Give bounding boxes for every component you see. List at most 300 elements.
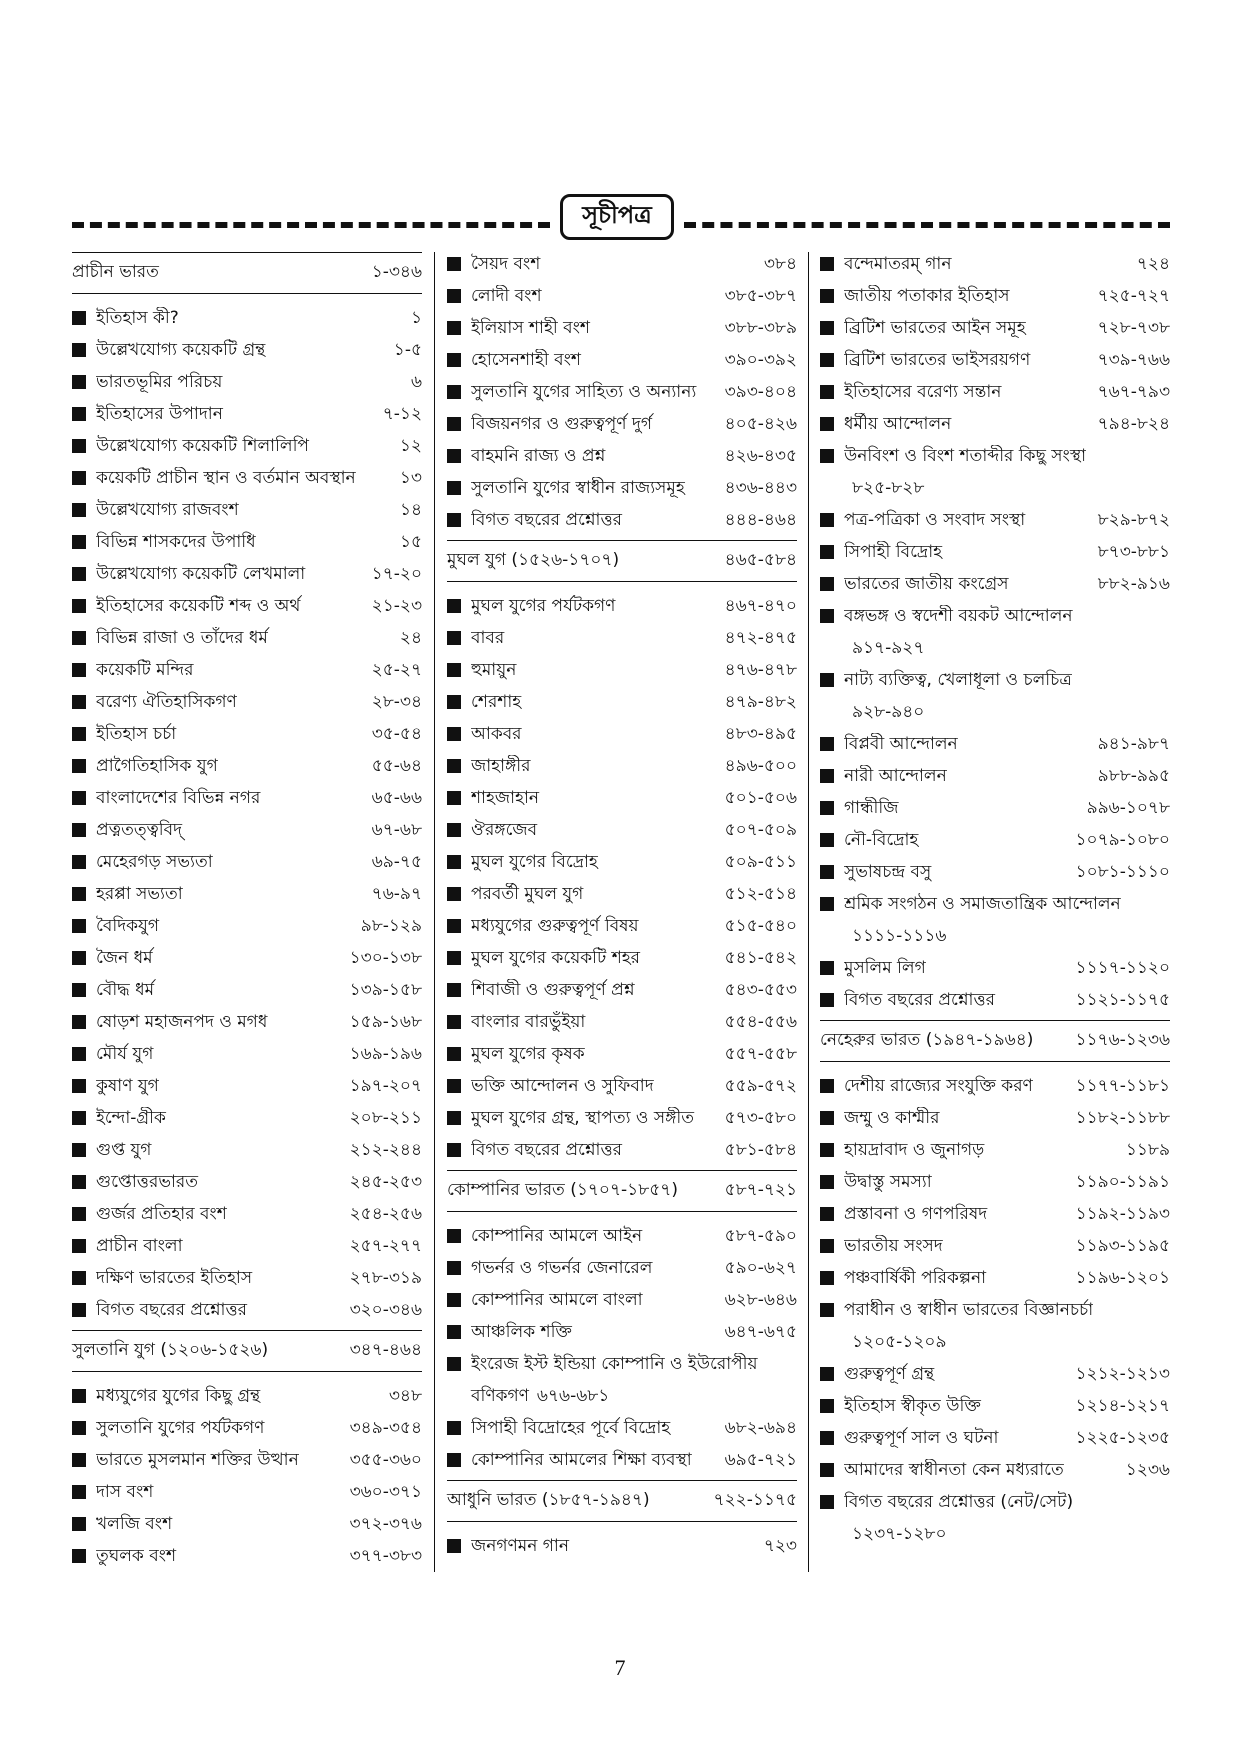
toc-entry-label: উনবিংশ ও বিংশ শতাব্দীর কিছু সংস্থা (844, 446, 1087, 466)
toc-entry-page: ৬৪৭-৬৭৫ (724, 1322, 797, 1342)
toc-entry[interactable] (447, 750, 797, 782)
toc-entry-page: ৩৮৫-৩৮৭ (724, 286, 797, 306)
toc-entry-label: প্রত্নতত্ত্ববিদ্ (96, 820, 183, 840)
toc-entry-label: কোম্পানির আমলে বাংলা (471, 1290, 643, 1310)
toc-entry-line (820, 1331, 946, 1353)
bullet-square-icon (72, 1453, 86, 1467)
toc-entry[interactable] (447, 622, 797, 654)
toc-entry[interactable] (72, 782, 422, 814)
toc-entry[interactable] (447, 248, 797, 280)
bullet-square-icon (820, 513, 834, 527)
toc-entry-page: ১৩ (399, 468, 422, 488)
toc-entry[interactable] (820, 1390, 1170, 1422)
bullet-square-icon (72, 727, 86, 741)
toc-entry[interactable] (820, 1294, 1170, 1358)
bullet-square-icon (72, 1175, 86, 1189)
toc-entry-page: ৪৭৯-৪৮২ (724, 692, 797, 712)
toc-entry[interactable] (72, 1198, 422, 1230)
toc-entry-label: বাংলার বারভুঁইয়া (471, 1012, 586, 1032)
toc-entry-label: মধ্যযুগের যুগের কিছু গ্রন্থ (96, 1386, 261, 1406)
toc-entry-label: গুরুত্বপূর্ণ গ্রন্থ (844, 1364, 935, 1384)
toc-entry[interactable] (820, 888, 1170, 952)
toc-entry-label: বিগত বছরের প্রশ্নোত্তর (471, 1140, 622, 1160)
toc-entry-page: ৭৬৭-৭৯৩ (1097, 382, 1170, 402)
toc-entry[interactable] (72, 590, 422, 622)
toc-entry-label: পত্র-পত্রিকা ও সংবাদ সংস্থা (844, 510, 1026, 530)
toc-entry-label: মুঘল যুগের বিদ্রোহ (471, 852, 598, 872)
toc-entry-page: ১ (410, 308, 422, 328)
bullet-square-icon (447, 1261, 461, 1275)
toc-entry[interactable] (447, 686, 797, 718)
toc-entry-page: ৫১২-৫১৪ (724, 884, 797, 904)
toc-entry[interactable] (72, 878, 422, 910)
toc-entry-page: ৯৮-১২৯ (360, 916, 422, 936)
toc-entry-page: ৪৪৪-৪৬৪ (724, 510, 797, 530)
toc-entry-page: ১৫ (399, 532, 422, 552)
toc-entry-label: পরবর্তী মুঘল যুগ (471, 884, 584, 904)
toc-entry-page: ৫৫৪-৫৫৬ (724, 1012, 797, 1032)
toc-entry[interactable] (72, 622, 422, 654)
toc-entry-label: বিপ্লবী আন্দোলন (844, 734, 958, 754)
toc-entry-page: ১১৯৬-১২০১ (1075, 1268, 1170, 1288)
toc-entry[interactable] (447, 280, 797, 312)
toc-entry-page: ১-৫ (393, 340, 422, 360)
toc-entry[interactable] (820, 728, 1170, 760)
toc-entry[interactable] (820, 664, 1170, 728)
bullet-square-icon (72, 1047, 86, 1061)
toc-entry-label: বৈদিকযুগ (96, 916, 159, 936)
toc-entry-line (820, 445, 1086, 467)
toc-entry-page: ৫৮৭-৫৯০ (724, 1226, 797, 1246)
toc-entry[interactable] (447, 504, 797, 536)
toc-entry[interactable] (72, 334, 422, 366)
toc-entry-page: ১২৩৬ (1125, 1460, 1170, 1480)
toc-entry-page: ১২২৫-১২৩৫ (1075, 1428, 1170, 1448)
bullet-square-icon (820, 737, 834, 751)
toc-entry-label: কোম্পানির আমলের শিক্ষা ব্যবস্থা (471, 1450, 692, 1470)
toc-entry-line (820, 1491, 1073, 1513)
toc-entry[interactable] (820, 280, 1170, 312)
toc-entry[interactable] (820, 1134, 1170, 1166)
bullet-square-icon (447, 1293, 461, 1307)
toc-entry[interactable] (820, 856, 1170, 888)
toc-entry-label: শেরশাহ (471, 692, 522, 712)
toc-entry[interactable] (820, 1422, 1170, 1454)
toc-entry-label: আকবর (471, 724, 522, 744)
toc-entry[interactable] (447, 590, 797, 622)
toc-entry[interactable] (72, 1006, 422, 1038)
toc-entry[interactable] (447, 440, 797, 472)
toc-entry-label: জাহাঙ্গীর (471, 756, 531, 776)
toc-entry[interactable] (72, 1262, 422, 1294)
toc-entry-page: ৯১৭-৯২৭ (852, 638, 925, 658)
toc-entry-label: উল্লেখযোগ্য কয়েকটি শিলালিপি (96, 436, 309, 456)
toc-entry[interactable] (447, 1134, 797, 1166)
toc-entry-page: ৭২৩ (763, 1536, 797, 1556)
toc-entry[interactable] (447, 472, 797, 504)
toc-entry[interactable] (72, 1230, 422, 1262)
toc-entry[interactable] (447, 1316, 797, 1348)
toc-entry-line (820, 925, 946, 947)
toc-entry-page: ২৪৫-২৫৩ (349, 1172, 422, 1192)
toc-entry[interactable] (820, 344, 1170, 376)
toc-entry-label: বাবর (471, 628, 505, 648)
toc-entry[interactable] (72, 654, 422, 686)
section-page-range: ১১৭৬-১২৩৬ (1075, 1030, 1170, 1050)
toc-entry[interactable] (72, 686, 422, 718)
bullet-square-icon (447, 727, 461, 741)
bullet-square-icon (820, 1143, 834, 1157)
toc-entry-label: ইতিহাসের বরেণ্য সন্তান (844, 382, 1002, 402)
toc-entry[interactable] (447, 1444, 797, 1476)
bullet-square-icon (820, 545, 834, 559)
toc-entry[interactable] (447, 654, 797, 686)
toc-entry-label: ভারতের জাতীয় কংগ্রেস (844, 574, 1009, 594)
bullet-square-icon (447, 1047, 461, 1061)
section-page-range: ১-৩৪৬ (371, 262, 422, 282)
toc-entry[interactable] (820, 1102, 1170, 1134)
toc-entry[interactable] (820, 1486, 1170, 1550)
toc-entry-page: ১৯৭-২০৭ (349, 1076, 422, 1096)
toc-entry[interactable] (72, 1444, 422, 1476)
toc-entry[interactable] (72, 814, 422, 846)
toc-entry-page: ৪৭৬-৪৭৮ (724, 660, 797, 680)
toc-entry[interactable] (72, 462, 422, 494)
bullet-square-icon (447, 1421, 461, 1435)
toc-entry-label: প্রাগৈতিহাসিক যুগ (96, 756, 218, 776)
toc-entry[interactable] (447, 1412, 797, 1444)
toc-entry-label: ব্রিটিশ ভারতের আইন সমূহ (844, 318, 1026, 338)
bullet-square-icon (820, 1111, 834, 1125)
toc-entry-line (447, 1385, 609, 1407)
section-title: প্রাচীন ভারত (72, 262, 159, 282)
bullet-square-icon (820, 417, 834, 431)
toc-entry-label: সুলতানি যুগের পর্যটকগণ (96, 1418, 265, 1438)
section-heading (820, 1020, 1170, 1062)
bullet-square-icon (72, 1079, 86, 1093)
toc-entry-page: ১৪ (399, 500, 422, 520)
toc-entry[interactable] (820, 312, 1170, 344)
toc-entry[interactable] (820, 1358, 1170, 1390)
toc-entry-label: নৌ-বিদ্রোহ (844, 830, 919, 850)
toc-entry[interactable] (447, 1348, 797, 1412)
toc-entry-label: মধ্যযুগের গুরুত্বপূর্ণ বিষয় (471, 916, 639, 936)
toc-entry[interactable] (72, 1294, 422, 1326)
toc-entry[interactable] (72, 974, 422, 1006)
toc-entry[interactable] (447, 910, 797, 942)
toc-entry-label: বিভিন্ন রাজা ও তাঁদের ধর্ম (96, 628, 268, 648)
toc-entry[interactable] (447, 782, 797, 814)
toc-entry-label: উদ্বাস্তু সমস্যা (844, 1172, 932, 1192)
toc-entry[interactable] (820, 1198, 1170, 1230)
bullet-square-icon (820, 1495, 834, 1509)
bullet-square-icon (820, 1399, 834, 1413)
toc-entry-page: ৫০১-৫০৬ (724, 788, 797, 808)
bullet-square-icon (72, 503, 86, 517)
bullet-square-icon (72, 407, 86, 421)
toc-entry[interactable] (72, 1508, 422, 1540)
toc-entry[interactable] (72, 1476, 422, 1508)
bullet-square-icon (72, 855, 86, 869)
bullet-square-icon (72, 535, 86, 549)
toc-entry-label: ইতিহাস কী? (96, 308, 179, 328)
toc-column-2 (447, 248, 797, 1562)
toc-entry[interactable] (72, 1540, 422, 1572)
toc-entry-label: বিজয়নগর ও গুরুত্বপূর্ণ দুর্গ (471, 414, 653, 434)
toc-entry-page: ১৫৯-১৬৮ (349, 1012, 422, 1032)
bullet-square-icon (72, 695, 86, 709)
toc-entry-page: ৫৫৯-৫৭২ (724, 1076, 797, 1096)
toc-entry[interactable] (447, 1220, 797, 1252)
toc-entry-label: বরেণ্য ঐতিহাসিকগণ (96, 692, 237, 712)
toc-entry-label: বিগত বছরের প্রশ্নোত্তর (96, 1300, 247, 1320)
toc-entry[interactable] (820, 1166, 1170, 1198)
toc-entry-page: ১১৯৩-১১৯৫ (1075, 1236, 1170, 1256)
toc-entry[interactable] (820, 536, 1170, 568)
toc-entry[interactable] (820, 1070, 1170, 1102)
toc-entry[interactable] (820, 984, 1170, 1016)
bullet-square-icon (820, 1079, 834, 1093)
toc-entry[interactable] (447, 718, 797, 750)
toc-entry[interactable] (820, 1230, 1170, 1262)
toc-entry[interactable] (72, 750, 422, 782)
toc-entry[interactable] (447, 408, 797, 440)
toc-entry-label: ইতিহাসের কয়েকটি শব্দ ও অর্থ (96, 596, 301, 616)
toc-entry-page: ১৬৯-১৯৬ (349, 1044, 422, 1064)
toc-entry-page: ৮২৫-৮২৮ (852, 478, 925, 498)
toc-entry-page: ১৩৯-১৫৮ (349, 980, 422, 1000)
toc-entry-page: ৬৭-৬৮ (371, 820, 422, 840)
toc-entry[interactable] (72, 910, 422, 942)
toc-entry-line (820, 605, 1073, 627)
bullet-square-icon (820, 769, 834, 783)
toc-entry-page: ১১১৭-১১২০ (1075, 958, 1170, 978)
toc-entry-page: ৫০৭-৫০৯ (724, 820, 797, 840)
toc-entry[interactable] (447, 846, 797, 878)
bullet-square-icon (447, 823, 461, 837)
bullet-square-icon (447, 1079, 461, 1093)
toc-entry[interactable] (447, 974, 797, 1006)
toc-entry-label: ব্রিটিশ ভারতের ভাইসরয়গণ (844, 350, 1031, 370)
toc-entry-label: জাতীয় পতাকার ইতিহাস (844, 286, 1010, 306)
toc-entry[interactable] (72, 366, 422, 398)
toc-entry[interactable] (820, 376, 1170, 408)
bullet-square-icon (72, 375, 86, 389)
toc-entry-label: বৌদ্ধ ধর্ম (96, 980, 155, 1000)
toc-entry-page: ৫৭৩-৫৮০ (724, 1108, 797, 1128)
toc-entry-page: ৫৪৩-৫৫৩ (724, 980, 797, 1000)
toc-entry[interactable] (72, 1380, 422, 1412)
toc-entry-page: ৩৪৮ (388, 1386, 422, 1406)
toc-entry-page: ২০৮-২১১ (349, 1108, 422, 1128)
bullet-square-icon (820, 609, 834, 623)
toc-entry-label: প্রাচীন বাংলা (96, 1236, 183, 1256)
toc-entry-page: ৫৪১-৫৪২ (724, 948, 797, 968)
toc-entry[interactable] (72, 526, 422, 558)
toc-entry-page: ৩৭৭-৩৮৩ (349, 1546, 422, 1566)
bullet-square-icon (447, 449, 461, 463)
toc-entry[interactable] (820, 792, 1170, 824)
toc-entry[interactable] (72, 1412, 422, 1444)
bullet-square-icon (447, 1015, 461, 1029)
toc-entry[interactable] (820, 408, 1170, 440)
toc-entry-label: হরপ্পা সভ্যতা (96, 884, 183, 904)
toc-entry[interactable] (820, 440, 1170, 504)
toc-entry[interactable] (447, 1530, 797, 1562)
toc-entry[interactable] (447, 878, 797, 910)
bullet-square-icon (72, 439, 86, 453)
toc-entry-label: ইতিহাস চর্চা (96, 724, 177, 744)
toc-entry-page: ৭২৫-৭২৭ (1097, 286, 1170, 306)
toc-entry[interactable] (820, 824, 1170, 856)
toc-entry-label: পঞ্চবার্ষিকী পরিকল্পনা (844, 1268, 987, 1288)
section-heading (72, 1330, 422, 1372)
toc-entry-page: ১২৩৭-১২৮০ (852, 1524, 947, 1544)
toc-entry[interactable] (447, 1284, 797, 1316)
bullet-square-icon (820, 1431, 834, 1445)
toc-entry-page: ৪২৬-৪৩৫ (724, 446, 797, 466)
header-dashed-rule-left (72, 222, 550, 228)
bullet-square-icon (72, 1239, 86, 1253)
column-divider (808, 252, 809, 1572)
bullet-square-icon (72, 1517, 86, 1531)
toc-entry[interactable] (820, 600, 1170, 664)
toc-entry-page: ১২ (399, 436, 422, 456)
bullet-square-icon (72, 919, 86, 933)
toc-entry-page: ৩৫-৫৪ (371, 724, 422, 744)
toc-entry[interactable] (820, 568, 1170, 600)
toc-column-3 (820, 248, 1170, 1550)
bullet-square-icon (447, 791, 461, 805)
toc-entry-page: ৬৯-৭৫ (371, 852, 422, 872)
bullet-square-icon (820, 257, 834, 271)
toc-entry[interactable] (820, 248, 1170, 280)
toc-entry[interactable] (447, 1006, 797, 1038)
bullet-square-icon (820, 449, 834, 463)
toc-entry[interactable] (820, 760, 1170, 792)
toc-entry-label: উল্লেখযোগ্য কয়েকটি গ্রন্থ (96, 340, 266, 360)
toc-entry-page: ১১১১-১১১৬ (852, 926, 947, 946)
toc-entry[interactable] (72, 302, 422, 334)
toc-entry-page: ৬২৮-৬৪৬ (724, 1290, 797, 1310)
toc-entry-label: খলজি বংশ (96, 1514, 173, 1534)
toc-entry[interactable] (447, 1038, 797, 1070)
toc-entry-line (820, 669, 1072, 691)
bullet-square-icon (820, 1463, 834, 1477)
toc-entry[interactable] (447, 942, 797, 974)
toc-entry-page: ৩৯৩-৪০৪ (724, 382, 797, 402)
toc-entry[interactable] (447, 344, 797, 376)
toc-entry-label: ধর্মীয় আন্দোলন (844, 414, 952, 434)
bullet-square-icon (72, 471, 86, 485)
toc-entry-label: মুঘল যুগের পর্যটকগণ (471, 596, 616, 616)
bullet-square-icon (72, 791, 86, 805)
bullet-square-icon (72, 631, 86, 645)
toc-entry-page: ১১৮৯ (1125, 1140, 1170, 1160)
toc-entry[interactable] (72, 1070, 422, 1102)
toc-entry[interactable] (72, 1038, 422, 1070)
toc-entry-page: ৫৯০-৬২৭ (724, 1258, 797, 1278)
toc-entry-page: ৮৭৩-৮৮১ (1097, 542, 1170, 562)
toc-entry-label: দাস বংশ (96, 1482, 154, 1502)
bullet-square-icon (820, 385, 834, 399)
bullet-square-icon (72, 567, 86, 581)
toc-entry-label: কোম্পানির আমলে আইন (471, 1226, 643, 1246)
bullet-square-icon (447, 257, 461, 271)
toc-entry[interactable] (72, 846, 422, 878)
toc-entry[interactable] (72, 942, 422, 974)
bullet-square-icon (820, 1271, 834, 1285)
toc-entry-page: ৩৯০-৩৯২ (724, 350, 797, 370)
toc-entry[interactable] (72, 718, 422, 750)
toc-entry[interactable] (447, 1102, 797, 1134)
toc-entry-label: মেহেরগড় সভ্যতা (96, 852, 213, 872)
toc-entry[interactable] (72, 398, 422, 430)
toc-entry[interactable] (820, 952, 1170, 984)
toc-entry[interactable] (447, 1070, 797, 1102)
toc-entry-page: ২১-২৩ (371, 596, 422, 616)
toc-entry-label: ভারতভূমির পরিচয় (96, 372, 223, 392)
toc-entry[interactable] (820, 1454, 1170, 1486)
toc-entry[interactable] (447, 1252, 797, 1284)
toc-entry-page: ৩৮৪ (763, 254, 797, 274)
toc-entry-page: ১১৯০-১১৯১ (1075, 1172, 1170, 1192)
bullet-square-icon (820, 833, 834, 847)
toc-entry-label: গান্ধীজি (844, 798, 899, 818)
toc-entry-page: ৫৮১-৫৮৪ (724, 1140, 797, 1160)
toc-entry[interactable] (820, 1262, 1170, 1294)
toc-entry-page: ১১৭৭-১১৮১ (1075, 1076, 1170, 1096)
toc-entry-page: ৩৫৫-৩৬০ (349, 1450, 422, 1470)
toc-entry[interactable] (820, 504, 1170, 536)
toc-entry[interactable] (72, 1134, 422, 1166)
toc-entry[interactable] (72, 494, 422, 526)
toc-entry-label: মৌর্য যুগ (96, 1044, 154, 1064)
section-title: সুলতানি যুগ (১২০৬-১৫২৬) (72, 1340, 269, 1360)
toc-entry-label: নারী আন্দোলন (844, 766, 947, 786)
toc-entry-label-continued: বণিকগণ (471, 1386, 529, 1406)
toc-entry[interactable] (72, 1166, 422, 1198)
toc-entry-page: ৫৫-৬৪ (371, 756, 422, 776)
bullet-square-icon (447, 1325, 461, 1339)
toc-entry-label: জনগণমন গান (471, 1536, 569, 1556)
toc-entry[interactable] (72, 430, 422, 462)
bullet-square-icon (447, 631, 461, 645)
toc-entry[interactable] (447, 376, 797, 408)
toc-entry-label: সিপাহী বিদ্রোহের পূর্বে বিদ্রোহ (471, 1418, 671, 1438)
toc-entry-page: ৬ (410, 372, 422, 392)
bullet-square-icon (820, 1303, 834, 1317)
section-page-range: ৪৬৫-৫৮৪ (724, 550, 797, 570)
toc-entry[interactable] (447, 312, 797, 344)
toc-entry-page: ৪০৫-৪২৬ (724, 414, 797, 434)
toc-entry[interactable] (72, 558, 422, 590)
bullet-square-icon (447, 353, 461, 367)
bullet-square-icon (820, 865, 834, 879)
toc-entry-label: জম্মু ও কাশ্মীর (844, 1108, 940, 1128)
bullet-square-icon (72, 951, 86, 965)
toc-entry-page: ৩২০-৩৪৬ (349, 1300, 422, 1320)
toc-entry-label: প্রস্তাবনা ও গণপরিষদ (844, 1204, 988, 1224)
toc-entry-label: বঙ্গভঙ্গ ও স্বদেশী বয়কট আন্দোলন (844, 606, 1073, 626)
toc-entry-page: ১২১৪-১২১৭ (1075, 1396, 1170, 1416)
toc-entry-label: বিগত বছরের প্রশ্নোত্তর (844, 990, 995, 1010)
bullet-square-icon (820, 1239, 834, 1253)
toc-entry[interactable] (72, 1102, 422, 1134)
bullet-square-icon (447, 385, 461, 399)
toc-entry-label: গভর্নর ও গভর্নর জেনারেল (471, 1258, 653, 1278)
toc-entry[interactable] (447, 814, 797, 846)
